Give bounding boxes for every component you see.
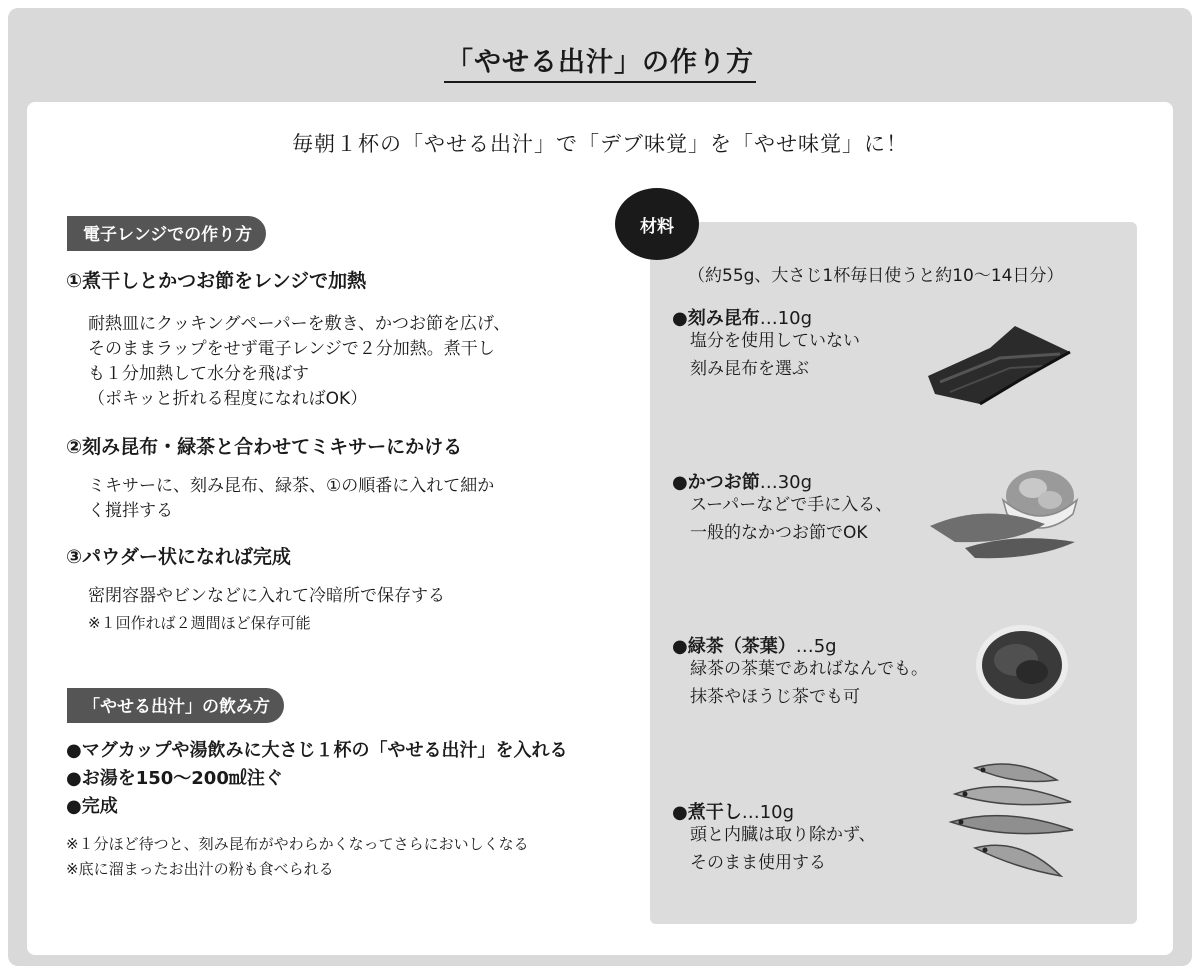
step-1-heading: ①煮干しとかつお節をレンジで加熱 [66, 270, 367, 292]
step-1-line: （ポキッと折れる程度になればOK） [88, 389, 368, 409]
ingredient-desc-line: 一般的なかつお節でOK [690, 523, 868, 543]
ingredient-kombu-name: ●刻み昆布…10g [672, 308, 813, 329]
drinking-method-pill: 「やせる出汁」の飲み方 [67, 688, 284, 723]
ingredient-desc-line: スーパーなどで手に入る、 [690, 495, 893, 515]
microwave-method-pill: 電子レンジでの作り方 [67, 216, 266, 251]
ingredient-niboshi-desc [690, 821, 876, 877]
step-2-body [88, 474, 494, 524]
ingredient-katsuobushi-name: ●かつお節…30g [672, 472, 813, 493]
ingredient-desc-line: そのまま使用する [690, 853, 826, 873]
drinking-step-3: ●完成 [66, 796, 118, 817]
ingredient-green-tea-name: ●緑茶（茶葉）…5g [672, 636, 837, 657]
ingredient-desc-line: 緑茶の茶葉であればなんでも。 [690, 659, 928, 679]
page-title: 「やせる出汁」の作り方 [0, 40, 1200, 79]
ingredient-katsuobushi-desc [690, 491, 892, 547]
katsuobushi-icon [925, 462, 1085, 560]
step-1-body [88, 312, 510, 412]
step-3-heading: ③パウダー状になれば完成 [66, 546, 291, 568]
step-1-line: そのままラップをせず電子レンジで２分加熱。煮干し [88, 339, 495, 359]
step-2-line: ミキサーに、刻み昆布、緑茶、①の順番に入れて細か [88, 476, 495, 496]
ingredients-quantity-note: （約55g、大さじ1杯毎日使うと約10～14日分） [688, 266, 1064, 286]
step-1-line: も１分加熱して水分を飛ばす [88, 364, 309, 384]
ingredient-green-tea-desc [690, 655, 928, 711]
step-1-line: 耐熱皿にクッキングペーパーを敷き、かつお節を広げ、 [88, 314, 511, 334]
green-tea-icon [972, 620, 1072, 710]
step-2-line: く撹拌する [88, 501, 173, 521]
niboshi-icon [945, 756, 1080, 888]
tagline: 毎朝１杯の「やせる出汁」で「デブ味覚」を「やせ味覚」に！ [292, 132, 908, 156]
drinking-note-2: ※底に溜まったお出汁の粉も食べられる [66, 860, 334, 878]
ingredient-desc-line: 頭と内臓は取り除かず、 [690, 825, 876, 845]
step-2-heading: ②刻み昆布・緑茶と合わせてミキサーにかける [66, 436, 463, 458]
drinking-note-1: ※１分ほど待つと、刻み昆布がやわらかくなってさらにおいしくなる [66, 835, 529, 853]
ingredients-badge: 材料 [615, 188, 699, 260]
kombu-icon [920, 318, 1080, 410]
drinking-step-1: ●マグカップや湯飲みに大さじ１杯の「やせる出汁」を入れる [66, 740, 568, 761]
step-3-note: ※１回作れば２週間ほど保存可能 [88, 614, 311, 632]
ingredient-niboshi-name: ●煮干し…10g [672, 802, 795, 823]
ingredient-desc-line: 抹茶やほうじ茶でも可 [690, 687, 860, 707]
step-3-body: 密閉容器やビンなどに入れて冷暗所で保存する [88, 586, 445, 606]
ingredient-desc-line: 刻み昆布を選ぶ [690, 359, 809, 379]
ingredient-desc-line: 塩分を使用していない [690, 331, 860, 351]
drinking-step-2: ●お湯を150～200㎖注ぐ [66, 768, 283, 789]
ingredient-kombu-desc [690, 327, 860, 383]
